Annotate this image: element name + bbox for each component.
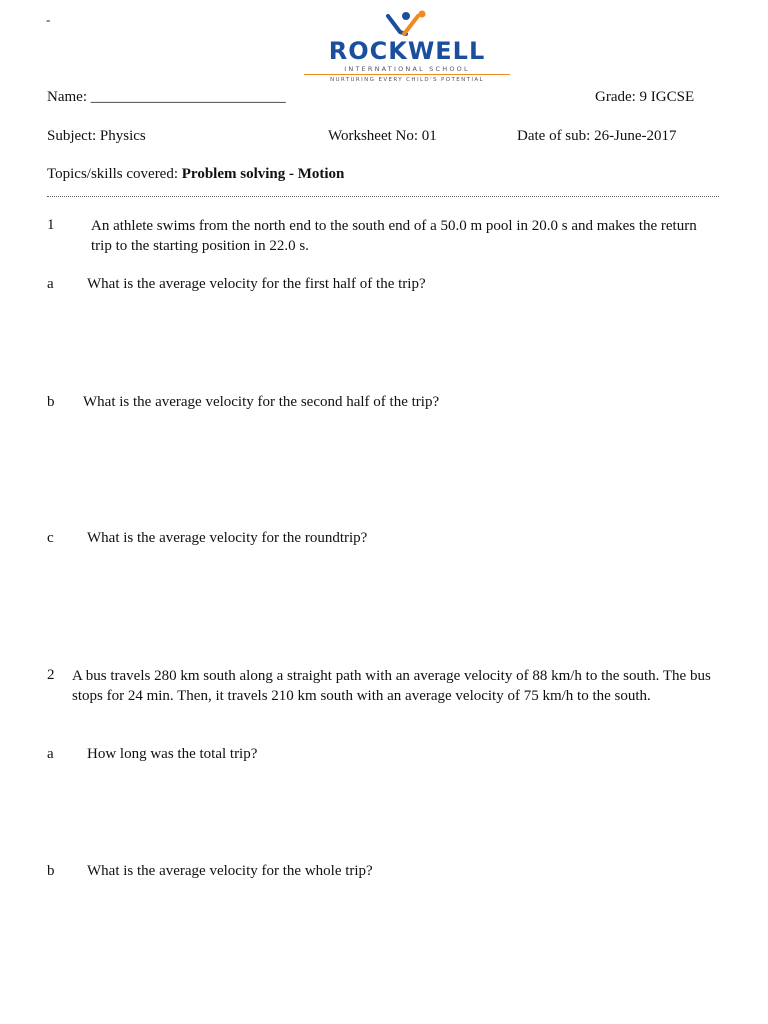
submission-date: Date of sub: 26-June-2017 — [517, 128, 677, 144]
topics-value: Problem solving - Motion — [181, 166, 345, 182]
logo-divider — [304, 74, 510, 75]
question-text: A bus travels 280 km south along a straight path with an average velocity of 88 km/h to the south. The bus stops for 24 min. Then, it travels 210 km south with an average velocity of 75 km/h to the south. — [72, 668, 711, 704]
part-letter: b — [47, 863, 55, 879]
page-dash: - — [46, 12, 51, 27]
school-motto: NURTURING EVERY CHILD'S POTENTIAL — [329, 77, 485, 83]
question-text: An athlete swims from the north end to the south end of a 50.0 m pool in 20.0 s and makes the return trip to the starting position in 22.0 s. — [91, 218, 697, 254]
topics-line — [47, 166, 344, 183]
worksheet-number: Worksheet No: 01 — [328, 128, 437, 144]
part-text: What is the average velocity for the second half of the trip? — [83, 394, 440, 410]
subject-field: Subject: Physics — [47, 128, 146, 144]
part-letter: a — [47, 276, 54, 292]
topics-label: Topics/skills covered: — [47, 166, 182, 182]
name-field: Name: __________________________ — [47, 89, 286, 105]
header-divider — [47, 196, 719, 197]
school-logo — [300, 10, 514, 82]
part-letter: a — [47, 746, 54, 762]
part-text: What is the average velocity for the first half of the trip? — [87, 276, 426, 292]
part-letter: c — [47, 530, 54, 546]
question-number: 1 — [47, 217, 55, 233]
part-text: What is the average velocity for the roundtrip? — [87, 530, 368, 546]
grade-field: Grade: 9 IGCSE — [595, 89, 695, 105]
part-text: How long was the total trip? — [87, 746, 258, 762]
question-number: 2 — [47, 667, 55, 683]
part-text: What is the average velocity for the whole trip? — [87, 863, 373, 879]
part-letter: b — [47, 394, 55, 410]
figure-icon — [300, 10, 514, 40]
school-name: ROCKWELL — [328, 37, 486, 65]
school-tagline: INTERNATIONAL SCHOOL — [344, 65, 470, 73]
